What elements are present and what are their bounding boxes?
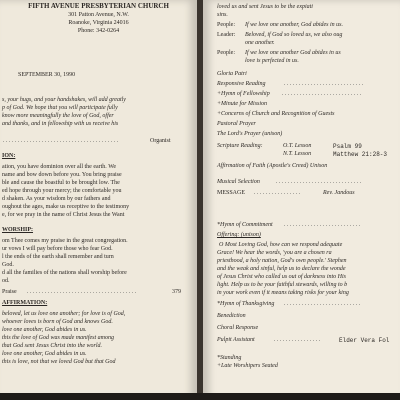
pastoral-prayer: Pastoral Prayer <box>217 121 256 127</box>
offering-line: in your work even if it means taking risks for your king <box>217 290 349 296</box>
benediction: Benediction <box>217 313 246 319</box>
message-label: MESSAGE <box>217 190 246 196</box>
affirmation-line: that God sent Jesus Christ into the world. <box>2 343 103 349</box>
worship-line: God. <box>2 262 14 268</box>
offering-line: of Jesus Christ who called us out of darkness into His <box>217 274 346 280</box>
photo-bottom-edge <box>0 393 400 400</box>
speaker-text: Beloved, if God so loved us, we also oug <box>245 32 343 38</box>
affirmation-line: this the love of God was made manifest among <box>2 335 114 341</box>
speaker-label: Leader: <box>217 32 236 38</box>
invocation-line: name and bow down before you. You bring praise <box>2 172 122 178</box>
dotted-leader: ..................................... <box>26 289 138 295</box>
speaker-text: one another. <box>245 40 275 46</box>
worship-line: ur vows I will pay before those who fear God. <box>2 246 113 252</box>
nt-lesson-ref: Matthew 21:28-3 <box>333 151 388 158</box>
church-phone: Phone: 342-0264 <box>77 28 120 34</box>
church-street: 301 Patton Avenue, N.W. <box>68 12 129 18</box>
worship-line: d all the families of the nations shall worship before <box>2 270 127 276</box>
scripture-label: Scripture Reading: <box>217 143 263 149</box>
speaker-text: If we love one another, God abides in us. <box>245 22 343 28</box>
worship-line: l the ends of the earth shall remember and turn <box>2 254 114 260</box>
top-line: sins. <box>217 12 228 18</box>
responsive-reading: Responsive Reading <box>217 81 266 87</box>
late-worshipers-note: +Late Worshipers Seated <box>217 363 278 369</box>
offering-line: light. Help us to be your faithful stewards, willing to b <box>217 282 348 288</box>
left-page <box>0 0 197 400</box>
dotted-leader: ................ <box>253 190 302 196</box>
affirmation-line: whoever loves is born of God and knows God. <box>2 319 113 325</box>
nt-lesson-label: N.T. Lesson <box>283 151 312 157</box>
dotted-leader: ................ <box>273 337 322 343</box>
invocation-line: ed hope through your mercy; the comfortable you <box>2 188 122 194</box>
affirmation-line: this is love, not that we loved God but that God <box>2 359 116 365</box>
minute-for-mission: +Minute for Mission <box>217 101 268 107</box>
affirmation-line: beloved, let us love one another; for love is of God, <box>2 311 126 317</box>
worship-line: om Thee comes my praise in the great congregation. <box>2 238 128 244</box>
invocation-line: ation, you have dominion over all the earth. We <box>2 164 117 170</box>
bulletin-date: SEPTEMBER 30, 1990 <box>18 72 76 78</box>
welcome-line: p of God. We hope that you will participate fully <box>2 105 118 111</box>
praise-hymn-number: 379 <box>172 289 181 295</box>
welcome-line: s, your hugs, and your handshakes, will add greatly <box>2 97 126 103</box>
affirmation-title: AFFIRMATION: <box>2 300 48 306</box>
organist-label: Organist <box>150 138 171 144</box>
hymn-thanksgiving: *Hymn of Thanksgiving <box>217 301 275 307</box>
speaker-label: People: <box>217 22 235 28</box>
concerns-item: +Concerns of Church and Recognition of Guests <box>217 111 335 117</box>
top-line: loved us and sent Jesus to be the expiati <box>217 4 313 10</box>
offering-line: Grace! We hear the words, 'you are a chosen ra <box>217 250 332 256</box>
affirmation-line: love one another, God abides in us. <box>2 351 87 357</box>
affirmation-line: love one another, God abides in us. <box>2 327 87 333</box>
offering-line: and the weak and sinful, help us to declare the wonde <box>217 266 346 272</box>
dotted-leader: .......................... <box>283 301 362 307</box>
pulpit-assistant-label: Pulpit Assistant <box>217 337 255 343</box>
speaker-label: People: <box>217 50 235 56</box>
offering-line: O Most Loving God, how can we respond adequate <box>219 242 343 248</box>
offering-label: Offering: (unison) <box>217 232 261 238</box>
offering-line: priesthood, a holy nation, God's own people.' Stephen <box>217 258 347 264</box>
gloria-patri: Gloria Patri <box>217 71 247 77</box>
speaker-text: love is perfected in us. <box>245 58 299 64</box>
dotted-leader: ........................... <box>281 91 363 97</box>
choral-response: Choral Response <box>217 325 259 331</box>
hymn-commitment: *Hymn of Commitment <box>217 222 273 228</box>
invocation-line: ble and cause the boastful to be brought low. The <box>2 180 120 186</box>
church-city: Roanoke, Virginia 24016 <box>68 20 129 26</box>
standing-note: *Standing <box>217 355 242 361</box>
church-name: FIFTH AVENUE PRESBYTERIAN CHURCH <box>28 2 169 10</box>
dotted-leader: .......................... <box>283 222 362 228</box>
hymn-fellowship: +Hymn of Fellowship <box>217 91 270 97</box>
dotted-leader: ....................................... <box>2 138 120 144</box>
worship-line: od. <box>2 278 10 284</box>
dotted-leader: ........................... <box>283 81 365 87</box>
invocation-line: oughout the ages, make us receptive to the testimony <box>2 204 130 210</box>
worship-title: WORSHIP: <box>2 227 34 233</box>
musical-selection: Musical Selection <box>217 179 260 185</box>
lords-prayer: The Lord's Prayer (unison) <box>217 131 283 137</box>
speaker-text: If we love one another God abides in us <box>245 50 341 56</box>
affirmation-of-faith: Affirmation of Faith (Apostle's Creed) Unison <box>217 163 328 169</box>
invocation-line: d shaken. As your wisdom by our fathers and <box>2 196 111 202</box>
pulpit-assistant-name: Elder Vera Fol <box>339 337 390 344</box>
welcome-line: know more meaningfully the love of God, offer <box>2 113 114 119</box>
ot-lesson-ref: Psalm 99 <box>333 143 362 150</box>
message-speaker: Rev. Jandous <box>323 190 355 196</box>
dotted-leader: ............................. <box>275 179 363 185</box>
ot-lesson-label: O.T. Lesson <box>283 143 312 149</box>
welcome-line: and thanks, and in fellowship with us receive his <box>2 121 119 127</box>
invocation-line: e, for we pray in the name of Christ Jesus the Want <box>2 212 125 218</box>
invocation-title: ION: <box>2 153 16 159</box>
right-page <box>203 0 400 400</box>
praise-label: Praise <box>2 289 17 295</box>
